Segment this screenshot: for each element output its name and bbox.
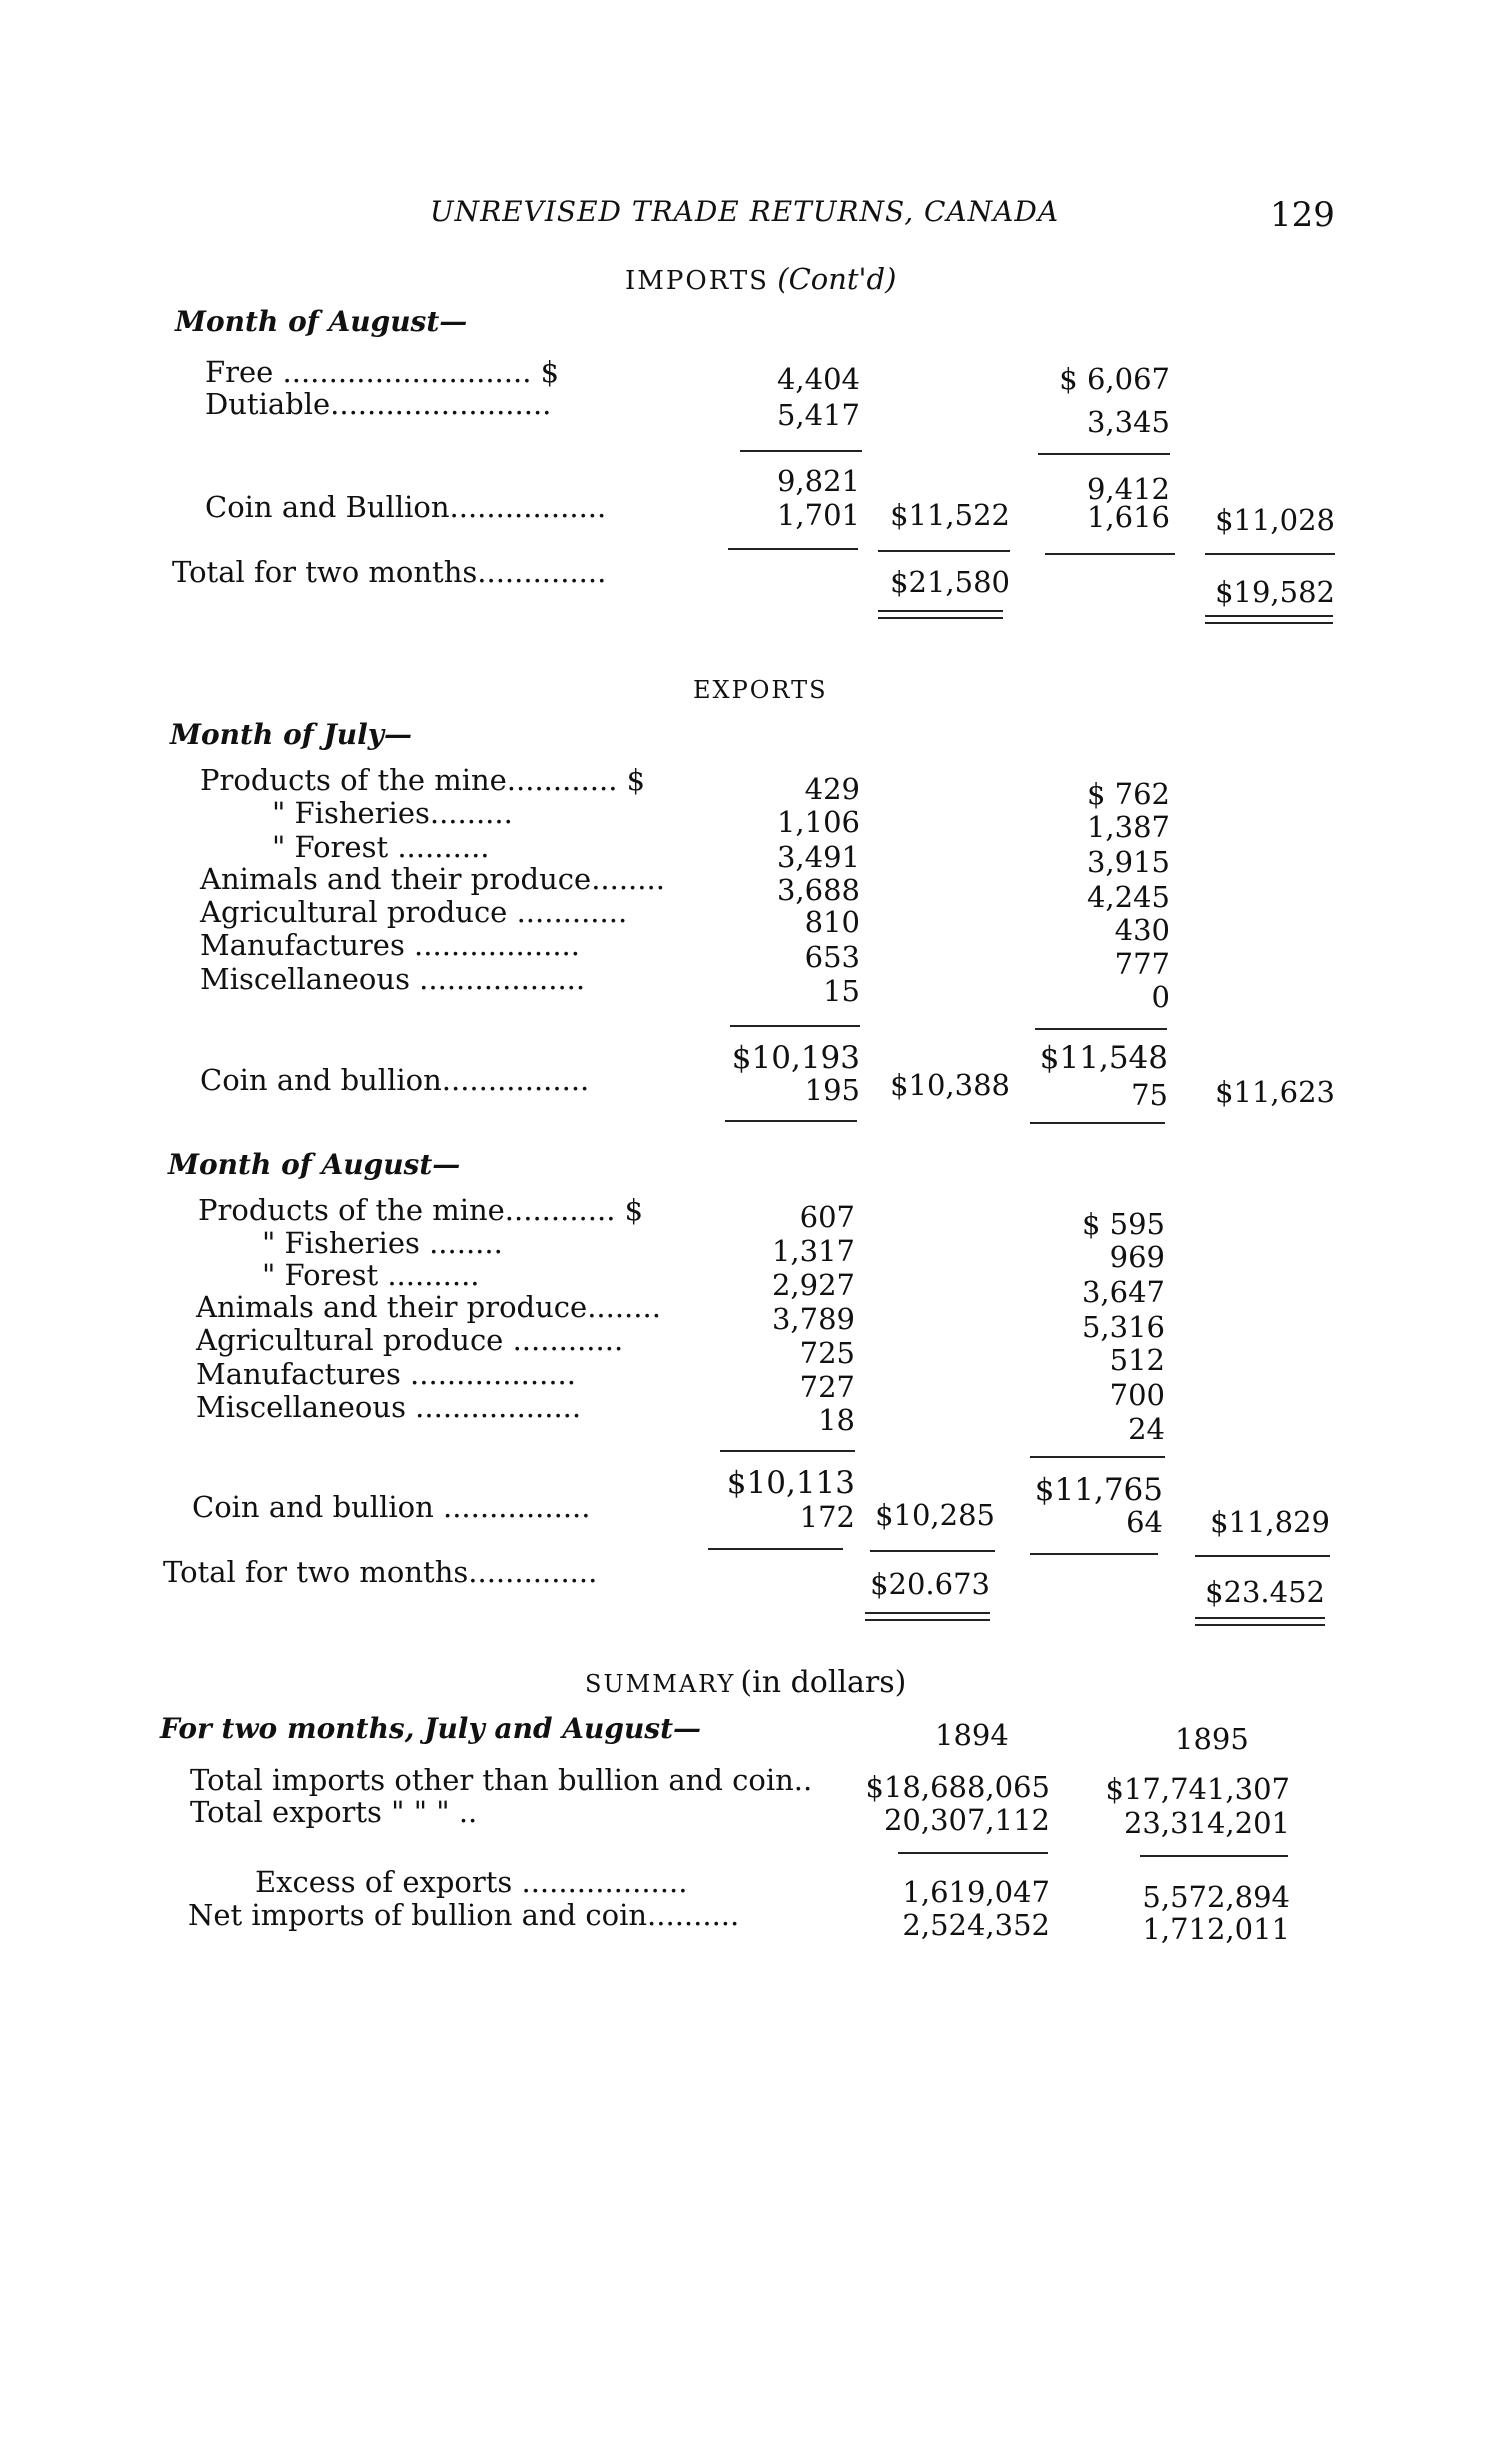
exports-july-coin-label: Coin and bullion................ — [200, 1063, 590, 1097]
summary-row-y2: 23,314,201 — [1123, 1806, 1290, 1840]
exports-august-rule-c3 — [1030, 1456, 1165, 1458]
exports-august-row-c3: 512 — [1109, 1343, 1165, 1377]
exports-total-label: Total for two months.............. — [163, 1555, 598, 1589]
exports-july-subtotal-c1: $10,193 — [731, 1040, 860, 1076]
exports-august-row-label — [262, 1226, 503, 1260]
exports-july-row-c1: 15 — [823, 974, 860, 1008]
imports-total-label: Total for two months.............. — [172, 555, 607, 589]
imports-total-double-rule-c4 — [1205, 615, 1333, 624]
exports-august-row-c1: 607 — [799, 1200, 855, 1234]
exports-july-rule-c3 — [1035, 1028, 1167, 1030]
exports-july-row-label-text: " Forest .......... — [272, 830, 490, 864]
summary-heading — [585, 1665, 906, 1700]
exports-august-row-c3: 5,316 — [1081, 1310, 1165, 1344]
imports-coin-label: Coin and Bullion................. — [205, 490, 607, 524]
exports-august-coin-c3: 64 — [1126, 1505, 1163, 1539]
exports-july-row-label — [272, 796, 513, 830]
exports-august-subtotal-c1: $10,113 — [726, 1465, 855, 1501]
imports-heading — [625, 262, 896, 296]
imports-row-c1: 4,404 — [776, 362, 860, 396]
summary-rule-1894 — [898, 1852, 1048, 1854]
exports-august-coin-c4: $11,829 — [1210, 1505, 1330, 1539]
exports-august-row-label-text: " Forest .......... — [262, 1258, 480, 1292]
summary-heading-rest: (in dollars) — [740, 1665, 907, 1700]
summary-row-y2: 1,712,011 — [1142, 1912, 1290, 1946]
imports-total-c2: $21,580 — [890, 565, 1010, 599]
summary-year-1894: 1894 — [935, 1718, 1009, 1752]
exports-august-row-c1: 727 — [799, 1370, 855, 1404]
imports-total-double-rule-c2 — [878, 610, 1003, 619]
exports-july-row-c1: 810 — [804, 905, 860, 939]
exports-august-row-c3: $ 595 — [1081, 1207, 1165, 1241]
imports-total-c4: $19,582 — [1215, 575, 1335, 609]
exports-august-row-label: Miscellaneous .................. — [196, 1390, 582, 1424]
imports-row-label: Dutiable........................ — [205, 387, 552, 421]
exports-july-coin-c2: $10,388 — [890, 1068, 1010, 1102]
exports-august-row-c1: 725 — [799, 1336, 855, 1370]
exports-july-subtotal-c3: $11,548 — [1039, 1040, 1168, 1076]
exports-heading: EXPORTS — [693, 676, 828, 704]
exports-july-row-label — [272, 830, 490, 864]
summary-rule-1895 — [1140, 1855, 1288, 1857]
exports-july-row-label-text: " Fisheries......... — [272, 796, 513, 830]
summary-row-label: Excess of exports .................. — [255, 1865, 688, 1899]
exports-july-coin-c3: 75 — [1131, 1078, 1168, 1112]
exports-july-row-c1: 1,106 — [776, 805, 860, 839]
imports-rule-c3 — [1038, 453, 1170, 455]
exports-august-row-label: Manufactures .................. — [196, 1357, 576, 1391]
imports-heading-caps: IMPORTS — [625, 266, 769, 296]
exports-july-rule-c1 — [730, 1025, 860, 1027]
summary-row-label: Total exports " " " .. — [190, 1795, 478, 1829]
imports-coin-c1: 1,701 — [776, 498, 860, 532]
summary-row-y1: 20,307,112 — [883, 1803, 1050, 1837]
imports-rule-c1 — [740, 450, 862, 452]
exports-august-rule-c4 — [1195, 1555, 1330, 1557]
imports-rule-c2 — [878, 550, 1010, 552]
imports-row-c1: 5,417 — [776, 398, 860, 432]
exports-august-rule-left — [708, 1548, 843, 1550]
imports-subtotal-c1: 9,821 — [776, 464, 860, 498]
exports-august-row-c3: 24 — [1128, 1412, 1165, 1446]
exports-august-row-c1: 1,317 — [771, 1234, 855, 1268]
exports-july-row-c3: 777 — [1114, 947, 1170, 981]
summary-row-y1: 2,524,352 — [902, 1908, 1050, 1942]
exports-august-rule-c3b — [1030, 1553, 1158, 1555]
summary-row-y2: $17,741,307 — [1105, 1772, 1290, 1806]
imports-row-c3: $ 6,067 — [1059, 362, 1170, 396]
exports-august-rule-c1 — [720, 1450, 855, 1452]
exports-july-row-label: Manufactures .................. — [200, 928, 580, 962]
exports-july-row-c3: 0 — [1151, 980, 1170, 1014]
exports-total-c2: $20.673 — [870, 1567, 990, 1601]
summary-row-label: Net imports of bullion and coin.......... — [188, 1898, 740, 1932]
imports-row-label: Free ........................... $ — [205, 355, 560, 389]
exports-july-row-c3: 4,245 — [1086, 880, 1170, 914]
exports-august-row-c1: 2,927 — [771, 1268, 855, 1302]
exports-july-row-label: Products of the mine............ $ — [200, 763, 646, 797]
exports-july-month-label: Month of July— — [170, 718, 413, 751]
page-number: 129 — [1270, 195, 1335, 235]
exports-august-month-label: Month of August— — [168, 1148, 461, 1181]
exports-total-c4: $23.452 — [1205, 1575, 1325, 1609]
imports-rule-left — [728, 548, 858, 550]
summary-row-label: Total imports other than bullion and coin.. — [190, 1763, 813, 1797]
summary-row-y1: 1,619,047 — [902, 1875, 1050, 1909]
summary-row-y2: 5,572,894 — [1142, 1880, 1290, 1914]
summary-row-y1: $18,688,065 — [865, 1770, 1050, 1804]
exports-july-row-c1: 653 — [804, 940, 860, 974]
exports-july-row-c3: $ 762 — [1086, 777, 1170, 811]
imports-rule-c3b — [1045, 553, 1175, 555]
exports-august-coin-label: Coin and bullion ................ — [192, 1490, 591, 1524]
imports-heading-contd: (Cont'd) — [777, 262, 897, 296]
exports-august-row-label: Products of the mine............ $ — [198, 1193, 644, 1227]
exports-july-row-c3: 1,387 — [1086, 810, 1170, 844]
exports-august-coin-c1: 172 — [799, 1500, 855, 1534]
exports-august-row-label-text: " Fisheries ........ — [262, 1226, 503, 1260]
exports-july-coin-c1: 195 — [804, 1073, 860, 1107]
exports-total-double-rule-c4 — [1195, 1617, 1325, 1626]
exports-august-rule-c2 — [870, 1550, 995, 1552]
running-title: UNREVISED TRADE RETURNS, CANADA — [430, 195, 1060, 228]
exports-august-coin-c2: $10,285 — [875, 1498, 995, 1532]
exports-august-subtotal-c3: $11,765 — [1034, 1472, 1163, 1508]
exports-july-row-label: Agricultural produce ............ — [200, 895, 628, 929]
exports-august-row-c3: 3,647 — [1081, 1275, 1165, 1309]
imports-coin-c3: 1,616 — [1086, 500, 1170, 534]
exports-july-row-c1: 3,688 — [776, 873, 860, 907]
exports-august-row-c3: 700 — [1109, 1378, 1165, 1412]
exports-august-row-c3: 969 — [1109, 1240, 1165, 1274]
exports-august-row-c1: 18 — [818, 1403, 855, 1437]
summary-heading-caps: SUMMARY — [585, 1670, 736, 1698]
exports-july-row-c3: 3,915 — [1086, 845, 1170, 879]
exports-august-row-label — [262, 1258, 480, 1292]
imports-subtotal-c3: 9,412 — [1086, 472, 1170, 506]
imports-month-label: Month of August— — [175, 305, 468, 338]
summary-period-label: For two months, July and August— — [160, 1712, 701, 1745]
exports-july-rule-left — [725, 1120, 857, 1122]
exports-july-coin-c4: $11,623 — [1215, 1075, 1335, 1109]
imports-row-c3: 3,345 — [1086, 405, 1170, 439]
exports-august-row-label: Animals and their produce........ — [196, 1290, 661, 1324]
exports-august-row-label: Agricultural produce ............ — [196, 1323, 624, 1357]
exports-july-row-c1: 3,491 — [776, 840, 860, 874]
exports-july-row-label: Miscellaneous .................. — [200, 962, 586, 996]
summary-year-1895: 1895 — [1175, 1722, 1249, 1756]
imports-rule-c4 — [1205, 553, 1335, 555]
exports-july-rule-right — [1030, 1122, 1165, 1124]
imports-coin-c2: $11,522 — [890, 498, 1010, 532]
exports-july-row-c3: 430 — [1114, 913, 1170, 947]
exports-total-double-rule-c2 — [865, 1612, 990, 1621]
exports-july-row-c1: 429 — [804, 772, 860, 806]
imports-coin-c4: $11,028 — [1215, 503, 1335, 537]
exports-august-row-c1: 3,789 — [771, 1302, 855, 1336]
exports-july-row-label: Animals and their produce........ — [200, 862, 665, 896]
